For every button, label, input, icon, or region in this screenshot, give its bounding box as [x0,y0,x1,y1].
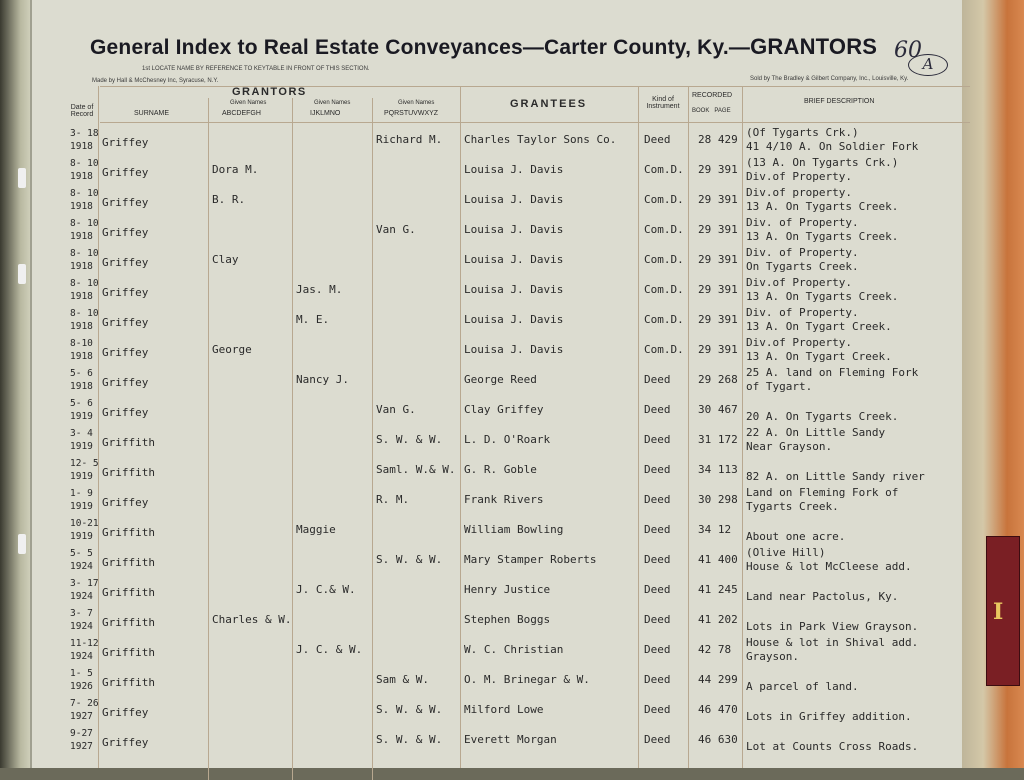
table-row [32,396,962,426]
grantor-surname: Griffey [102,256,149,269]
grantee-name: Louisa J. Davis [464,253,564,266]
description-line-1: (Olive Hill) [746,546,826,559]
grantor-surname: Griffey [102,226,149,239]
grantor-given-i-o: Nancy J. [296,373,349,386]
record-year: 1926 [70,681,93,692]
record-month-day: 8- 10 [70,218,99,229]
description-line-2: Lots in Park View Grayson. [746,620,919,633]
grantor-surname: Griffith [102,676,155,689]
description-line-1: Div. of Property. [746,306,859,319]
record-year: 1918 [70,171,93,182]
grantor-given-p-z: Sam & W. [376,673,429,686]
page-tab [18,168,26,188]
grantee-name: George Reed [464,373,537,386]
grantor-surname: Griffey [102,736,149,749]
book-page: 34 113 [698,463,738,476]
grantor-given-a-h: B. R. [212,193,246,206]
record-month-day: 8-10 [70,338,93,349]
grantee-name: Louisa J. Davis [464,193,564,206]
grantee-name: Louisa J. Davis [464,163,564,176]
instrument-kind: Deed [644,433,671,446]
description-line-2: 13 A. On Tygarts Creek. [746,200,899,213]
record-year: 1918 [70,231,93,242]
instrument-kind: Com.D. [644,163,684,176]
description-line-2: 41 4/10 A. On Soldier Fork [746,140,919,153]
instrument-kind: Com.D. [644,283,684,296]
grantee-name: Frank Rivers [464,493,544,506]
grantor-surname: Griffith [102,616,155,629]
description-line-2: 13 A. On Tygart Creek. [746,350,892,363]
record-year: 1918 [70,261,93,272]
description-line-1: Div.of Property. [746,336,852,349]
table-row [32,486,962,516]
col-book-page: BOOK PAGE [692,108,731,114]
instrument-kind: Deed [644,493,671,506]
description-line-2: House & lot McCleese add. [746,560,912,573]
table-row [32,576,962,606]
book-page: 29 391 [698,223,738,236]
grantor-given-a-h: Charles & W. [212,613,292,626]
book-page: 46 630 [698,733,738,746]
record-month-day: 8- 10 [70,158,99,169]
record-month-day: 1- 9 [70,488,93,499]
col-given-3: Given Names [398,100,435,106]
grantor-surname: Griffith [102,436,155,449]
description-line-2: 13 A. On Tygart Creek. [746,320,892,333]
instrument-kind: Com.D. [644,193,684,206]
table-row [32,516,962,546]
grantor-surname: Griffey [102,316,149,329]
record-month-day: 9-27 [70,728,93,739]
description-line-1: (13 A. On Tygarts Crk.) [746,156,899,169]
table-row [32,276,962,306]
page-tab [18,264,26,284]
table-row [32,246,962,276]
book-page: 41 202 [698,613,738,626]
instrument-kind: Deed [644,523,671,536]
description-line-1: Land on Fleming Fork of [746,486,899,499]
table-row [32,216,962,246]
description-line-1: (Of Tygarts Crk.) [746,126,859,139]
record-month-day: 8- 10 [70,308,99,319]
record-month-day: 8- 10 [70,248,99,259]
book-page: 29 268 [698,373,738,386]
description-line-1: House & lot in Shival add. [746,636,919,649]
grantor-given-p-z: S. W. & W. [376,553,443,566]
table-row [32,186,962,216]
grantor-surname: Griffey [102,166,149,179]
title-grantors: GRANTORS [750,34,878,59]
book-page: 41 400 [698,553,738,566]
book-page: 30 298 [698,493,738,506]
record-year: 1919 [70,411,93,422]
page-number: 60 [894,38,922,63]
instrument-kind: Deed [644,403,671,416]
record-year: 1919 [70,531,93,542]
header-bottom-rule [100,122,970,123]
record-year: 1918 [70,381,93,392]
description-line-2: A parcel of land. [746,680,859,693]
title-text: General Index to Real Estate Conveyances—Carter County, Ky.— [90,36,751,59]
table-row [32,696,962,726]
description-line-1: 22 A. On Little Sandy [746,426,886,439]
book-page: 44 299 [698,673,738,686]
description-line-1: Div. of Property. [746,246,859,259]
header-top-rule [100,86,970,87]
book-page: 29 391 [698,253,738,266]
record-month-day: 3- 7 [70,608,93,619]
book-page: 28 429 [698,133,738,146]
grantor-given-p-z: R. M. [376,493,410,506]
description-line-2: On Tygarts Creek. [746,260,859,273]
grantee-name: O. M. Brinegar & W. [464,673,590,686]
record-year: 1919 [70,471,93,482]
grantee-name: Milford Lowe [464,703,544,716]
grantee-name: G. R. Goble [464,463,537,476]
description-line-2: About one acre. [746,530,846,543]
table-row [32,456,962,486]
col-kind: Kind of Instrument [646,96,680,110]
grantor-given-p-z: Van G. [376,223,416,236]
record-year: 1919 [70,441,93,452]
col-given-1: Given Names [230,100,267,106]
record-year: 1919 [70,501,93,512]
record-year: 1918 [70,321,93,332]
table-row [32,366,962,396]
maker-note: Made by Hall & McChesney Inc, Syracuse, N.Y. [92,78,219,84]
record-month-day: 12- 5 [70,458,99,469]
instrument-kind: Deed [644,733,671,746]
grantor-surname: Griffey [102,196,149,209]
description-line-2: 13 A. On Tygarts Creek. [746,230,899,243]
grantor-surname: Griffey [102,136,149,149]
grantor-surname: Griffey [102,346,149,359]
record-year: 1927 [70,741,93,752]
locate-note: 1st LOCATE NAME BY REFERENCE TO KEYTABLE IN FRONT OF THIS SECTION. [142,66,370,72]
grantor-surname: Griffey [102,706,149,719]
record-month-day: 8- 10 [70,188,99,199]
col-recorded: RECORDED [692,92,733,99]
grantor-surname: Griffith [102,526,155,539]
book-page: 41 245 [698,583,738,596]
record-month-day: 8- 10 [70,278,99,289]
description-line-2: Div.of Property. [746,170,852,183]
table-row [32,426,962,456]
grantor-surname: Griffith [102,466,155,479]
grantee-name: W. C. Christian [464,643,564,656]
record-year: 1918 [70,201,93,212]
record-month-day: 5- 6 [70,368,93,379]
page-title [90,34,877,60]
record-year: 1924 [70,621,93,632]
grantor-given-a-h: Clay [212,253,239,266]
instrument-kind: Com.D. [644,223,684,236]
grantor-given-i-o: J. C.& W. [296,583,356,596]
grantor-surname: Griffith [102,586,155,599]
grantor-given-i-o: Maggie [296,523,336,536]
seller-note: Sold by The Bradley & Gilbert Company, Inc., Louisville, Ky. [750,76,909,82]
table-row [32,666,962,696]
instrument-kind: Deed [644,583,671,596]
description-line-1: 25 A. land on Fleming Fork [746,366,919,379]
page-tab [18,534,26,554]
col-g1: ABCDEFGH [222,110,261,117]
grantor-given-a-h: George [212,343,252,356]
grantee-name: Everett Morgan [464,733,557,746]
record-year: 1924 [70,561,93,572]
instrument-kind: Deed [644,673,671,686]
record-year: 1918 [70,141,93,152]
grantor-given-p-z: S. W. & W. [376,433,443,446]
record-month-day: 3- 4 [70,428,93,439]
grantee-name: Louisa J. Davis [464,313,564,326]
record-year: 1927 [70,711,93,722]
grantor-given-i-o: J. C. & W. [296,643,363,656]
instrument-kind: Deed [644,553,671,566]
record-month-day: 5- 5 [70,548,93,559]
grantee-name: Mary Stamper Roberts [464,553,597,566]
grantor-given-p-z: Richard M. [376,133,443,146]
grantor-given-a-h: Dora M. [212,163,259,176]
record-year: 1918 [70,351,93,362]
ledger-page [30,0,962,768]
description-line-2: Land near Pactolus, Ky. [746,590,899,603]
record-year: 1924 [70,651,93,662]
book-page: 46 470 [698,703,738,716]
col-g3: PQRSTUVWXYZ [384,110,439,117]
grantor-given-i-o: Jas. M. [296,283,343,296]
table-row [32,126,962,156]
instrument-kind: Deed [644,133,671,146]
table-row [32,546,962,576]
grantor-surname: Griffey [102,376,149,389]
grantee-name: L. D. O'Roark [464,433,551,446]
record-month-day: 3- 18 [70,128,99,139]
grantor-surname: Griffey [102,406,149,419]
instrument-kind: Deed [644,643,671,656]
description-line-2: Grayson. [746,650,799,663]
grantee-name: Louisa J. Davis [464,283,564,296]
page-subletter: A [908,54,948,76]
col-grantors: GRANTORS [232,86,307,98]
instrument-kind: Com.D. [644,313,684,326]
col-date: Date of Record [70,104,94,118]
table-row [32,156,962,186]
grantor-surname: Griffith [102,646,155,659]
grantee-name: Charles Taylor Sons Co. [464,133,617,146]
table-row [32,606,962,636]
book-page: 29 391 [698,343,738,356]
instrument-kind: Deed [644,703,671,716]
book-left-cover [0,0,34,768]
table-row [32,636,962,666]
grantee-name: Clay Griffey [464,403,544,416]
grantor-surname: Griffey [102,496,149,509]
instrument-kind: Deed [644,613,671,626]
description-line-1: Div.of Property. [746,276,852,289]
grantor-given-p-z: Saml. W.& W. [376,463,456,476]
instrument-kind: Deed [644,373,671,386]
grantee-name: Louisa J. Davis [464,223,564,236]
instrument-kind: Deed [644,463,671,476]
col-grantees: GRANTEES [510,98,588,110]
book-page: 29 391 [698,193,738,206]
grantee-name: William Bowling [464,523,564,536]
book-page: 29 391 [698,163,738,176]
grantor-given-p-z: Van G. [376,403,416,416]
book-page: 30 467 [698,403,738,416]
record-month-day: 3- 17 [70,578,99,589]
grantee-name: Henry Justice [464,583,551,596]
description-line-2: Tygarts Creek. [746,500,839,513]
col-g2: IJKLMNO [310,110,341,117]
record-month-day: 11-12 [70,638,99,649]
record-month-day: 1- 5 [70,668,93,679]
record-month-day: 5- 6 [70,398,93,409]
description-line-2: 13 A. On Tygarts Creek. [746,290,899,303]
record-year: 1924 [70,591,93,602]
book-page: 29 391 [698,283,738,296]
description-line-1: Div. of Property. [746,216,859,229]
table-row [32,336,962,366]
description-line-1: Div.of property. [746,186,852,199]
record-year: 1918 [70,291,93,302]
instrument-kind: Com.D. [644,343,684,356]
description-line-2: 20 A. On Tygarts Creek. [746,410,899,423]
description-line-2: of Tygart. [746,380,813,393]
col-given-2: Given Names [314,100,351,106]
table-row [32,306,962,336]
book-right-edge [956,0,1024,768]
book-page: 42 78 [698,643,732,656]
book-page: 34 12 [698,523,732,536]
index-tab: I [986,536,1020,686]
grantee-name: Stephen Boggs [464,613,551,626]
record-month-day: 7- 26 [70,698,99,709]
description-line-2: 82 A. on Little Sandy river [746,470,925,483]
grantor-surname: Griffey [102,286,149,299]
book-page: 29 391 [698,313,738,326]
description-line-2: Lots in Griffey addition. [746,710,912,723]
grantee-name: Louisa J. Davis [464,343,564,356]
table-row [32,726,962,756]
record-month-day: 10-21 [70,518,99,529]
grantor-given-p-z: S. W. & W. [376,703,443,716]
book-page: 31 172 [698,433,738,446]
col-desc: BRIEF DESCRIPTION [804,98,875,105]
grantor-given-i-o: M. E. [296,313,330,326]
grantor-surname: Griffith [102,556,155,569]
description-line-2: Lot at Counts Cross Roads. [746,740,919,753]
instrument-kind: Com.D. [644,253,684,266]
grantor-given-p-z: S. W. & W. [376,733,443,746]
description-line-2: Near Grayson. [746,440,833,453]
col-surname: SURNAME [134,110,170,117]
